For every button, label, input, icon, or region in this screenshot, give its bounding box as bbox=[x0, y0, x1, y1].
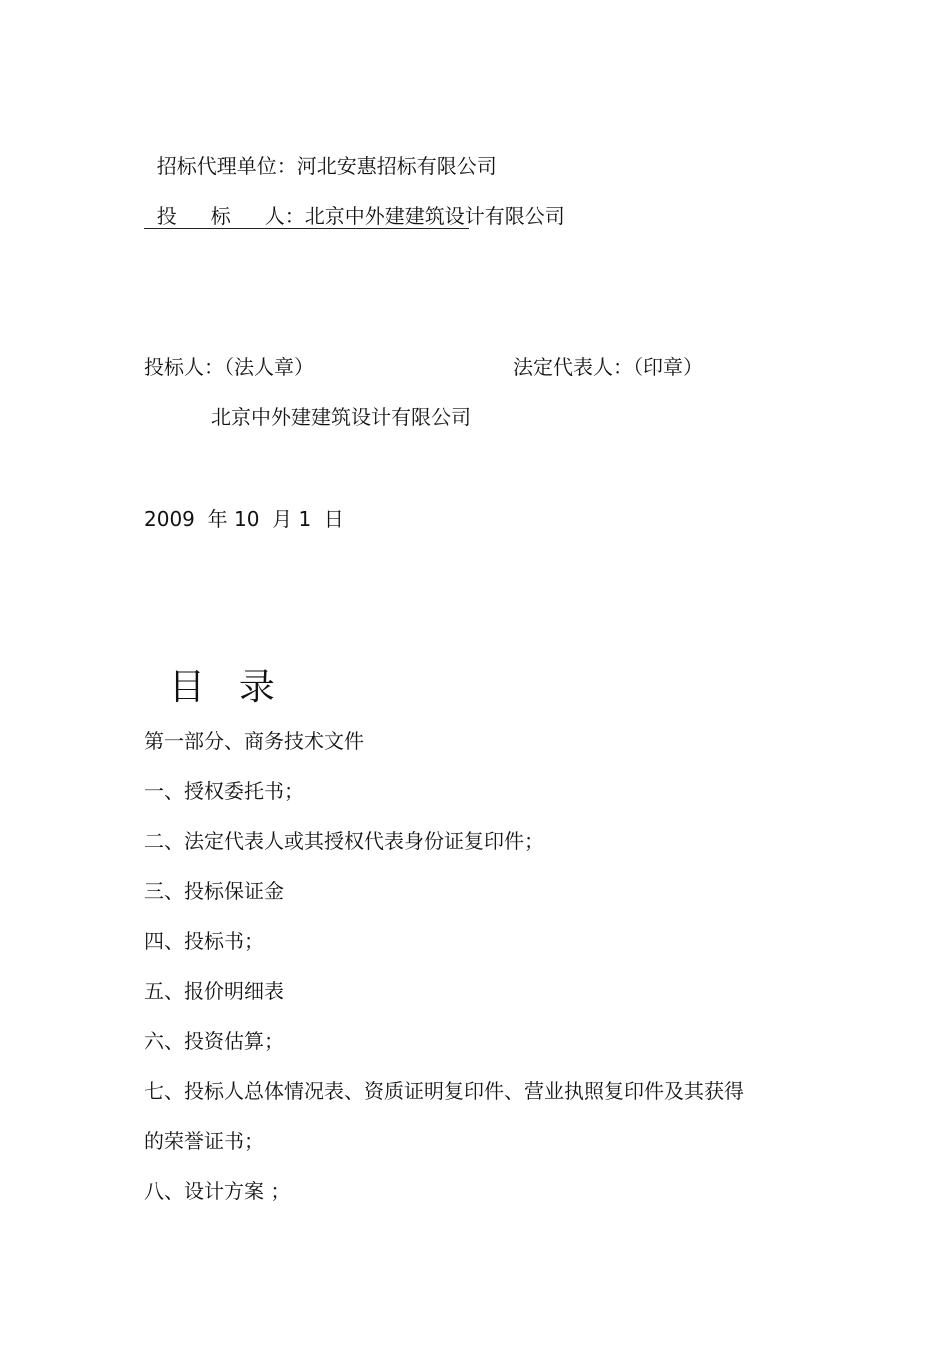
agency-label: 招标代理单位： bbox=[156, 154, 297, 178]
toc-item: 八、设计方案 ； bbox=[144, 1179, 291, 1203]
toc-item: 五、报价明细表 bbox=[144, 979, 284, 1003]
bidder-label-char-1: 投 bbox=[156, 204, 177, 228]
toc-item: 第一部分、商务技术文件 bbox=[144, 729, 364, 753]
document-date: 2009 年 10 月 1 日 bbox=[144, 507, 344, 531]
toc-item: 四、投标书； bbox=[144, 929, 264, 953]
bidder-seal-label: 投标人：（法人章） bbox=[144, 355, 314, 379]
signature-underline bbox=[144, 228, 469, 229]
toc-title-char-2: 录 bbox=[238, 667, 275, 708]
toc-title bbox=[146, 622, 275, 710]
signature-company-name: 北京中外建建筑设计有限公司 bbox=[211, 405, 471, 429]
toc-title-char-1: 目 bbox=[168, 667, 205, 708]
toc-item: 二、法定代表人或其授权代表身份证复印件； bbox=[144, 829, 544, 853]
agency-line bbox=[144, 130, 497, 178]
toc-item: 一、授权委托书； bbox=[144, 779, 304, 803]
legal-rep-label: 法定代表人：（印章） bbox=[513, 355, 703, 379]
bidder-value: 北京中外建建筑设计有限公司 bbox=[304, 204, 565, 228]
toc-item: 六、投资估算； bbox=[144, 1029, 284, 1053]
toc-item: 三、投标保证金 bbox=[144, 879, 284, 903]
bidder-label-char-2: 标 bbox=[210, 204, 231, 228]
agency-value: 河北安惠招标有限公司 bbox=[296, 154, 497, 178]
toc-item: 七、投标人总体情况表、资质证明复印件、营业执照复印件及其获得 bbox=[144, 1079, 744, 1103]
bidder-label-char-3: 人： bbox=[264, 204, 305, 228]
bidder-line bbox=[144, 180, 565, 228]
toc-item: 的荣誉证书； bbox=[144, 1129, 264, 1153]
